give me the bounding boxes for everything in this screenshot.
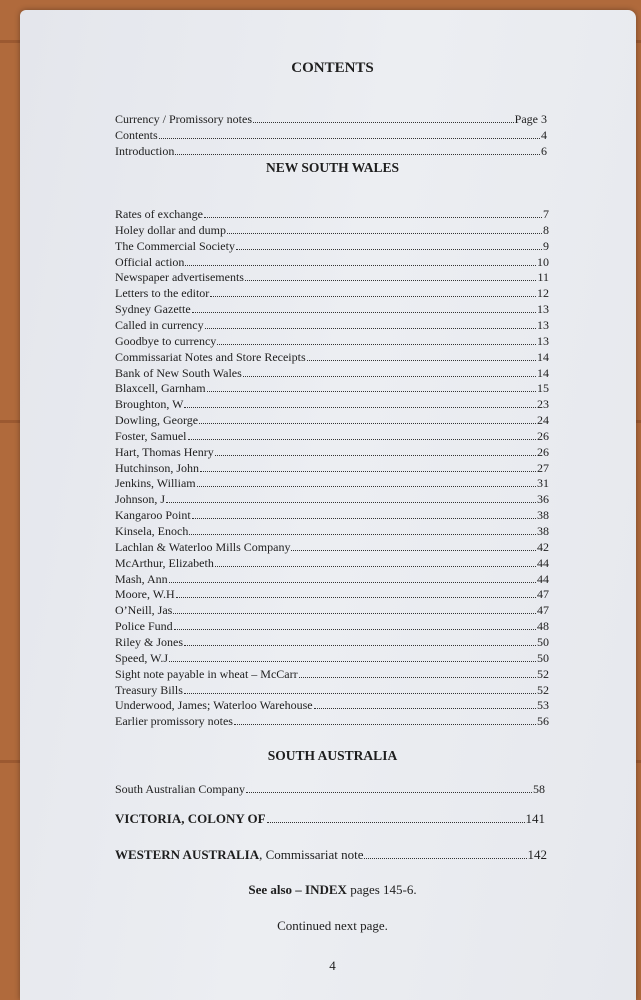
toc-entry <box>115 334 549 348</box>
leader-dots <box>173 604 536 614</box>
page-number: 4 <box>329 958 336 973</box>
entry-label: Underwood, James; Waterloo Warehouse <box>115 698 313 713</box>
leader-dots <box>169 652 536 662</box>
entry-page: 56 <box>537 714 549 729</box>
leader-dots <box>185 256 536 266</box>
entry-label: Dowling, George <box>115 413 199 428</box>
entry-label: Currency / Promissory notes <box>115 112 252 126</box>
page-title: CONTENTS <box>291 60 374 76</box>
leader-dots <box>174 620 536 630</box>
leader-dots <box>192 509 536 519</box>
leader-dots <box>243 367 536 377</box>
toc-entry <box>115 255 549 269</box>
toc-entry <box>115 603 549 617</box>
entry-page: 42 <box>537 539 549 554</box>
entry-label: Speed, W.J <box>115 650 169 665</box>
entry-label-rest: , Commissariat note <box>259 847 364 862</box>
entry-label: Rates of exchange <box>115 207 203 221</box>
entry-label: Bank of New South Wales <box>115 365 242 380</box>
toc-entry <box>115 587 549 601</box>
toc-entry <box>115 782 545 796</box>
entry-label: Lachlan & Waterloo Mills Company <box>115 539 291 554</box>
entry-page: 4 <box>541 128 547 142</box>
entry-label: Mash, Ann <box>115 571 168 586</box>
leader-dots <box>197 477 536 487</box>
toc-entry <box>115 270 549 284</box>
toc-entry <box>115 556 549 570</box>
entry-page: 50 <box>537 634 549 649</box>
entry-page: 36 <box>537 492 549 507</box>
leader-dots <box>184 398 536 408</box>
entry-page: 7 <box>543 207 549 221</box>
entry-label: Newspaper advertisements <box>115 270 244 285</box>
toc-entry <box>115 429 549 443</box>
leader-dots <box>184 684 536 694</box>
leader-dots <box>236 240 542 250</box>
entry-label: Contents <box>115 128 158 142</box>
toc-entry-victoria <box>115 812 545 826</box>
toc-entry <box>115 683 549 697</box>
leader-dots <box>364 849 526 859</box>
leader-dots <box>188 430 536 440</box>
nsw-heading: NEW SOUTH WALES <box>265 160 400 175</box>
entry-page: 24 <box>537 413 549 428</box>
toc-entry <box>115 239 549 253</box>
entry-page: 8 <box>543 222 549 237</box>
leader-dots <box>199 414 536 424</box>
entry-label: Foster, Samuel <box>115 428 187 443</box>
toc-entry <box>115 508 549 522</box>
toc-entry <box>115 492 549 506</box>
entry-page: 47 <box>537 587 549 602</box>
leader-dots <box>253 113 514 123</box>
entry-page: 26 <box>537 428 549 443</box>
leader-dots <box>176 588 536 598</box>
leader-dots <box>217 335 536 345</box>
entry-page: 58 <box>533 782 545 796</box>
entry-page: 13 <box>537 317 549 332</box>
leader-dots <box>166 493 536 503</box>
toc-entry <box>115 144 547 158</box>
entry-page: 44 <box>537 571 549 586</box>
leader-dots <box>291 541 536 551</box>
toc-entry <box>115 445 549 459</box>
toc-entry <box>115 540 549 554</box>
leader-dots <box>314 699 536 709</box>
toc-entry <box>115 223 549 237</box>
see-also-prefix: See also – INDEX <box>248 882 347 897</box>
toc-entry <box>115 207 549 221</box>
entry-label: Treasury Bills <box>115 682 183 697</box>
entry-label: Goodbye to currency <box>115 333 217 348</box>
entry-label: Earlier promissory notes <box>115 714 233 729</box>
document-page <box>20 10 636 1000</box>
entry-page: 23 <box>537 397 549 412</box>
entry-label: Hutchinson, John <box>115 460 199 475</box>
leader-dots <box>234 715 536 725</box>
toc-entry <box>115 619 549 633</box>
entry-label: McArthur, Elizabeth <box>115 555 214 570</box>
toc-entry <box>115 350 549 364</box>
entry-page: 6 <box>541 144 547 158</box>
toc-entry <box>115 413 549 427</box>
continued-note: Continued next page. <box>277 918 388 933</box>
entry-page: 12 <box>537 286 549 301</box>
entry-label: Hart, Thomas Henry <box>115 444 214 459</box>
entry-page: 141 <box>525 811 545 826</box>
entry-label: Blaxcell, Garnham <box>115 381 206 396</box>
leader-dots <box>200 462 536 472</box>
entry-label-bold: VICTORIA, COLONY OF <box>115 811 266 826</box>
leader-dots <box>245 271 536 281</box>
entry-page: 9 <box>543 238 549 253</box>
entry-page: 44 <box>537 555 549 570</box>
entry-page: 14 <box>537 365 549 380</box>
entry-label: Broughton, W <box>115 397 184 412</box>
leader-dots <box>215 557 536 567</box>
entry-label: Moore, W.H <box>115 587 175 602</box>
toc-entry <box>115 651 549 665</box>
toc-entry <box>115 286 549 300</box>
entry-page: 11 <box>537 270 549 285</box>
leader-dots <box>204 208 542 218</box>
entry-label: Introduction <box>115 144 175 158</box>
entry-label: Letters to the editor <box>115 286 210 301</box>
leader-dots <box>169 573 536 583</box>
entry-label: South Australian Company <box>115 782 245 796</box>
entry-page: 26 <box>537 444 549 459</box>
toc-entry <box>115 112 547 126</box>
entry-page: 52 <box>537 682 549 697</box>
entry-page: 52 <box>537 666 549 681</box>
leader-dots <box>192 303 536 313</box>
leader-dots <box>207 382 536 392</box>
entry-label: Sight note payable in wheat – McCarr <box>115 666 298 681</box>
entry-label: Holey dollar and dump <box>115 222 226 237</box>
entry-page: 48 <box>537 619 549 634</box>
leader-dots <box>215 446 536 456</box>
entry-page: 47 <box>537 603 549 618</box>
entry-page: 13 <box>537 333 549 348</box>
leader-dots <box>267 813 525 823</box>
entry-page: 15 <box>537 381 549 396</box>
leader-dots <box>299 668 536 678</box>
leader-dots <box>205 319 536 329</box>
leader-dots <box>175 145 540 155</box>
toc-entry <box>115 572 549 586</box>
entry-label-bold: WESTERN AUSTRALIA <box>115 847 260 862</box>
entry-label: Johnson, J <box>115 492 166 507</box>
toc-entry-western-australia <box>115 848 547 862</box>
entry-label: Jenkins, William <box>115 476 196 491</box>
leader-dots <box>246 783 532 793</box>
toc-entry <box>115 302 549 316</box>
entry-label: Sydney Gazette <box>115 302 191 317</box>
leader-dots <box>184 636 536 646</box>
toc-entry <box>115 128 547 142</box>
entry-page: 13 <box>537 302 549 317</box>
entry-label: Commissariat Notes and Store Receipts <box>115 349 306 364</box>
entry-page: 50 <box>537 650 549 665</box>
toc-entry <box>115 397 549 411</box>
toc-entry <box>115 635 549 649</box>
entry-label: Police Fund <box>115 619 173 634</box>
entry-label: Official action <box>115 254 185 269</box>
entry-page: 38 <box>537 524 549 538</box>
entry-page: 31 <box>537 476 549 491</box>
entry-page: 53 <box>537 698 549 713</box>
toc-entry <box>115 667 549 681</box>
entry-label: Kinsela, Enoch <box>115 524 189 538</box>
see-also-suffix: pages 145-6. <box>346 882 417 897</box>
entry-page: 27 <box>537 460 549 475</box>
entry-label: Kangaroo Point <box>115 508 191 523</box>
leader-dots <box>159 129 540 139</box>
leader-dots <box>189 525 536 535</box>
entry-label: The Commercial Society <box>115 238 235 253</box>
entry-label: Riley & Jones <box>115 634 183 649</box>
sa-heading: SOUTH AUSTRALIA <box>267 748 398 763</box>
entry-page: 10 <box>537 254 549 269</box>
toc-entry <box>115 366 549 380</box>
toc-entry <box>115 318 549 332</box>
leader-dots <box>210 287 536 297</box>
toc-entry <box>115 381 549 395</box>
entry-page: 142 <box>527 847 547 862</box>
entry-label: Called in currency <box>115 317 204 332</box>
entry-page: 14 <box>537 349 549 364</box>
toc-entry <box>115 698 549 712</box>
toc-entry <box>115 714 549 728</box>
entry-label: O’Neill, Jas <box>115 603 173 618</box>
toc-entry <box>115 476 549 490</box>
leader-dots <box>307 351 536 361</box>
leader-dots <box>227 224 542 234</box>
toc-entry <box>115 461 549 475</box>
toc-entry <box>115 524 549 538</box>
see-also-note <box>115 882 550 898</box>
entry-page: 38 <box>537 508 549 523</box>
entry-page: Page 3 <box>514 112 547 126</box>
